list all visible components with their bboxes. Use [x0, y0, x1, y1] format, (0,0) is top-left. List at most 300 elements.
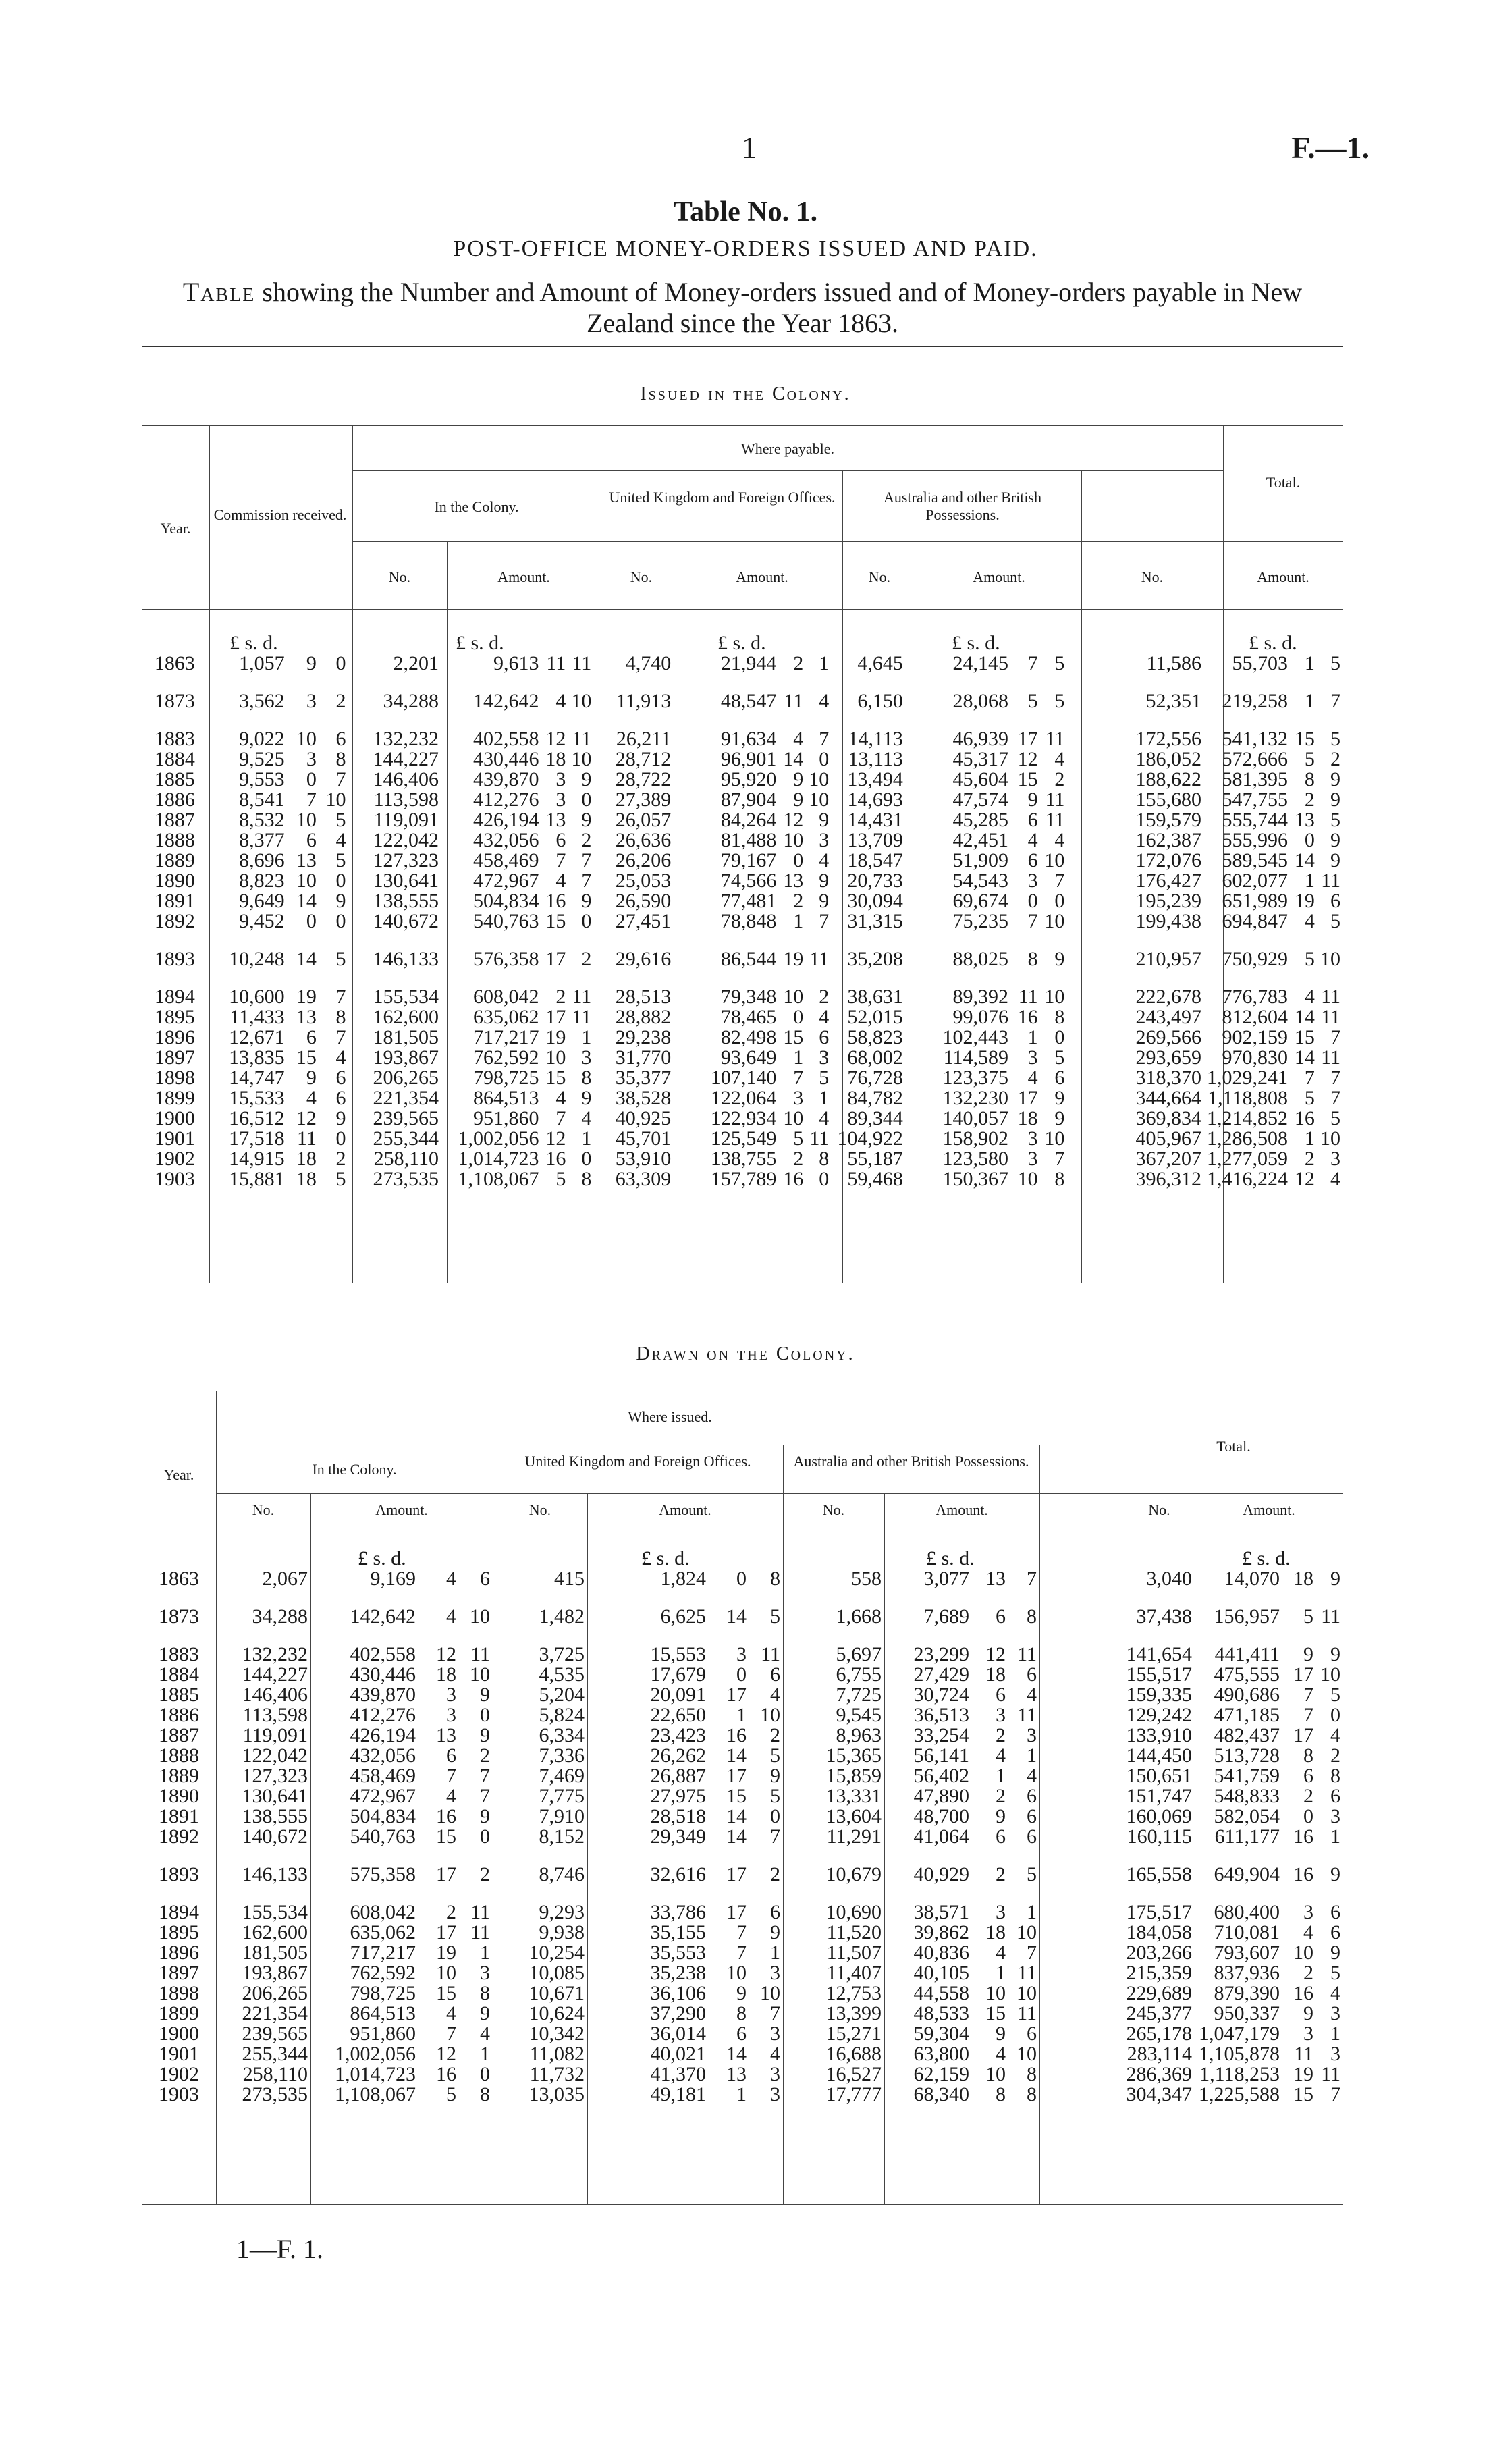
col-header-where-issued: Where issued.: [628, 1408, 712, 1425]
table-cell: 206,265: [373, 1067, 439, 1089]
table-cell: 10: [470, 1605, 490, 1628]
table-cell: 4: [1027, 1067, 1038, 1089]
table-cell: 31,770: [615, 1046, 672, 1069]
table-cell: 1: [1330, 2023, 1340, 2045]
table-cell: 11: [470, 1901, 490, 1923]
table-cell: 10: [783, 1107, 804, 1129]
table-cell: 4,740: [625, 652, 672, 674]
table-cell: 8: [736, 2002, 747, 2025]
table-cell: 63,309: [615, 1168, 672, 1190]
table-cell: 10: [1320, 948, 1340, 970]
table-cell: 10: [1044, 910, 1065, 932]
table-cell: 7: [1054, 869, 1065, 892]
table-cell: 35,553: [650, 1941, 706, 1964]
table-cell: 14: [1294, 1006, 1315, 1028]
table-cell: 273,535: [242, 2083, 308, 2106]
table-cell: 4: [1054, 748, 1065, 770]
table-cell: 14: [726, 1744, 747, 1767]
table-cell: 16,527: [825, 2063, 882, 2085]
table-cell: 547,755: [1222, 788, 1289, 811]
table-cell: 369,834: [1135, 1107, 1202, 1129]
table-cell: 123,580: [942, 1148, 1009, 1170]
table-cell: 12: [545, 728, 566, 750]
table-cell: 10,690: [825, 1901, 882, 1923]
table-cell: 1896: [159, 1941, 199, 1964]
table-cell: 4,645: [857, 652, 903, 674]
table-cell: 3: [1303, 2023, 1313, 2045]
table-cell: 55,187: [847, 1148, 903, 1170]
table-cell: 130,641: [373, 869, 439, 892]
table-cell: 210,957: [1135, 948, 1202, 970]
table-cell: 27,389: [615, 788, 672, 811]
table-cell: 2,201: [393, 652, 439, 674]
table-cell: 45,604: [952, 768, 1009, 791]
table-cell: 49,181: [650, 2083, 706, 2106]
table-cell: 864,513: [472, 1087, 539, 1109]
table-cell: 138,555: [373, 890, 439, 912]
table-cell: 13: [1294, 809, 1315, 831]
table-cell: 9: [793, 768, 804, 791]
table-cell: 5: [770, 1785, 780, 1807]
table-cell: 951,860: [472, 1107, 539, 1129]
table-cell: 258,110: [373, 1148, 439, 1170]
table-cell: 7: [1027, 1568, 1037, 1590]
table-row: [142, 1027, 1343, 1048]
table-cell: 2: [555, 986, 566, 1008]
table-cell: 1: [581, 1026, 592, 1048]
table-cell: 2: [480, 1744, 490, 1767]
col-header-no: No.: [868, 568, 891, 585]
table-cell: 17: [1017, 1087, 1038, 1109]
table-cell: 1,105,878: [1199, 2043, 1280, 2065]
table-cell: 159,335: [1126, 1684, 1192, 1706]
table-cell: 39,862: [913, 1921, 969, 1944]
table-cell: 12: [985, 1643, 1006, 1665]
table-cell: 1895: [154, 1006, 195, 1028]
table-cell: 441,411: [1214, 1643, 1280, 1665]
table-cell: 4: [446, 2002, 456, 2025]
table-cell: 10: [1044, 849, 1065, 872]
table-cell: 5: [1027, 690, 1038, 712]
table-cell: 16,688: [825, 2043, 882, 2065]
table-cell: 8: [770, 1568, 780, 1590]
table-cell: 193,867: [242, 1962, 308, 1984]
currency-header: £ s. d.: [641, 1547, 690, 1570]
table-cell: 88,025: [952, 948, 1009, 970]
table-cell: 1: [1304, 652, 1315, 674]
table-cell: 13,035: [528, 2083, 585, 2106]
table-cell: 10: [1320, 1663, 1340, 1686]
col-header-no: No.: [1148, 1501, 1170, 1518]
table-cell: 635,062: [472, 1006, 539, 1028]
table-cell: 7: [1330, 690, 1340, 712]
table-cell: 9: [1027, 788, 1038, 811]
table-cell: 1,118,808: [1208, 1087, 1289, 1109]
currency-header: £ s. d.: [717, 632, 766, 654]
table-cell: 7: [1304, 1067, 1315, 1089]
table-cell: 7: [819, 728, 830, 750]
table-cell: 3: [1027, 1046, 1038, 1069]
table-cell: 17,777: [825, 2083, 882, 2106]
table-cell: 13,494: [847, 768, 903, 791]
table-cell: 7: [555, 849, 566, 872]
table-cell: 215,359: [1126, 1962, 1192, 1984]
col-header-commission: Commission received.: [213, 506, 347, 523]
table-cell: 26,262: [650, 1744, 706, 1767]
table-cell: 47,574: [952, 788, 1009, 811]
table-cell: 53,910: [615, 1148, 672, 1170]
table-cell: 1: [1304, 869, 1315, 892]
table-cell: 7: [555, 1107, 566, 1129]
table-cell: 1886: [159, 1704, 199, 1726]
table-cell: 9,649: [239, 890, 285, 912]
table-cell: 1887: [159, 1724, 199, 1746]
table-cell: 11: [1321, 869, 1340, 892]
table-cell: 3: [1303, 1901, 1313, 1923]
table-cell: 155,517: [1126, 1663, 1192, 1686]
table-cell: 4: [1054, 829, 1065, 851]
table-cell: 1883: [159, 1643, 199, 1665]
table-cell: 3: [1330, 1805, 1340, 1827]
table-cell: 10: [470, 1663, 490, 1686]
table-cell: 3: [1330, 2002, 1340, 2025]
table-cell: 28,722: [615, 768, 672, 791]
table-cell: 1: [996, 1962, 1006, 1984]
table-cell: 9: [1303, 2002, 1313, 2025]
currency-header: £ s. d.: [358, 1547, 406, 1570]
table-cell: 5: [1027, 1863, 1037, 1885]
table-cell: 13,604: [825, 1805, 882, 1827]
table-cell: 10: [571, 690, 592, 712]
table-cell: 15: [436, 1982, 456, 2004]
table-cell: 9: [306, 652, 317, 674]
table-cell: 717,217: [472, 1026, 539, 1048]
table-cell: 3: [819, 1046, 830, 1069]
rule: [142, 609, 1343, 610]
table-cell: 19: [783, 948, 804, 970]
table-cell: 12: [436, 2043, 456, 2065]
table-cell: 635,062: [350, 1921, 416, 1944]
table-cell: 6: [770, 1663, 780, 1686]
table-cell: 3: [555, 768, 566, 791]
table-cell: 14: [726, 2043, 747, 2065]
rule: [216, 1493, 1343, 1494]
table-cell: 9,293: [539, 1901, 585, 1923]
table-cell: 11,586: [1146, 652, 1202, 674]
table-cell: 140,672: [242, 1825, 308, 1848]
issued-table-body: [142, 653, 1343, 1189]
table-cell: 2: [996, 1724, 1006, 1746]
table-cell: 11: [470, 1643, 490, 1665]
table-row: [142, 1766, 1343, 1786]
table-cell: 812,604: [1222, 1006, 1289, 1028]
table-cell: 5: [1304, 948, 1315, 970]
table-row: [142, 1589, 1343, 1627]
table-cell: 762,592: [350, 1962, 416, 1984]
table-cell: 157,789: [710, 1168, 777, 1190]
table-cell: 78,465: [720, 1006, 777, 1028]
table-cell: 5,697: [836, 1643, 882, 1665]
table-cell: 10: [760, 1982, 780, 2004]
table-cell: 1,225,588: [1199, 2083, 1280, 2106]
table-cell: 576,358: [472, 948, 539, 970]
table-cell: 1898: [154, 1067, 195, 1089]
table-cell: 3: [1027, 869, 1038, 892]
table-cell: 40,021: [650, 2043, 706, 2065]
table-cell: 10,254: [528, 1941, 585, 1964]
table-cell: 47,890: [913, 1785, 969, 1807]
table-cell: 430,446: [350, 1663, 416, 1686]
table-cell: 239,565: [373, 1107, 439, 1129]
table-cell: 58,823: [847, 1026, 903, 1048]
table-cell: 2: [480, 1863, 490, 1885]
table-cell: 17: [545, 1006, 566, 1028]
col-header-amount: Amount.: [1243, 1501, 1295, 1518]
table-cell: 2: [581, 829, 592, 851]
table-cell: 651,989: [1222, 890, 1289, 912]
table-cell: 144,227: [373, 748, 439, 770]
table-cell: 40,105: [913, 1962, 969, 1984]
table-cell: 472,967: [472, 869, 539, 892]
table-cell: 9: [306, 1067, 317, 1089]
table-cell: 0: [793, 849, 804, 872]
table-cell: 146,133: [242, 1863, 308, 1885]
table-cell: 40,836: [913, 1941, 969, 1964]
col-header-amount: Amount.: [375, 1501, 428, 1518]
table-cell: 7: [335, 986, 346, 1008]
table-row: [142, 830, 1343, 851]
table-cell: 11: [1017, 2002, 1037, 2025]
table-cell: 0: [581, 1148, 592, 1170]
table-cell: 6: [1054, 1067, 1065, 1089]
table-cell: 159,579: [1135, 809, 1202, 831]
table-cell: 0: [581, 910, 592, 932]
table-cell: 5: [1054, 652, 1065, 674]
table-cell: 160,115: [1127, 1825, 1192, 1848]
col-header-amount: Amount.: [936, 1501, 988, 1518]
table-cell: 4: [819, 1006, 830, 1028]
table-cell: 649,904: [1214, 1863, 1280, 1885]
table-cell: 6: [1027, 849, 1038, 872]
table-cell: 54,543: [952, 869, 1009, 892]
table-cell: 9: [480, 2002, 490, 2025]
table-cell: 8: [335, 748, 346, 770]
table-cell: 1873: [159, 1605, 199, 1628]
table-cell: 7,469: [539, 1765, 585, 1787]
table-cell: 412,276: [350, 1704, 416, 1726]
table-cell: 17,518: [229, 1127, 285, 1150]
table-cell: 9: [996, 2023, 1006, 2045]
col-header-no: No.: [630, 568, 653, 585]
table-cell: 1891: [154, 890, 195, 912]
table-cell: 23,299: [913, 1643, 969, 1665]
table-cell: 6: [1027, 1663, 1037, 1686]
col-header-aus: Australia and other British Possessions.: [883, 489, 1041, 523]
table-cell: 14: [296, 890, 317, 912]
table-cell: 16: [1294, 1107, 1315, 1129]
table-row: [142, 1847, 1343, 1885]
table-cell: 29,616: [615, 948, 672, 970]
table-cell: 155,534: [242, 1901, 308, 1923]
table-cell: 2: [335, 1148, 346, 1170]
rule: [142, 2204, 1343, 2205]
table-cell: 3: [306, 690, 317, 712]
table-row: [142, 2024, 1343, 2044]
table-cell: 1902: [159, 2063, 199, 2085]
table-cell: 1887: [154, 809, 195, 831]
table-cell: 34,288: [383, 690, 439, 712]
table-cell: 10: [436, 1962, 456, 1984]
table-cell: 6: [770, 1901, 780, 1923]
table-cell: 1,108,067: [335, 2083, 416, 2106]
paper-reference: F.—1.: [1291, 130, 1370, 165]
table-cell: 0: [306, 768, 317, 791]
table-cell: 7: [770, 2002, 780, 2025]
table-cell: 5: [335, 1168, 346, 1190]
table-cell: 4: [819, 849, 830, 872]
table-cell: 8: [819, 1148, 830, 1170]
table-cell: 15: [545, 1067, 566, 1089]
table-cell: 82,498: [720, 1026, 777, 1048]
table-cell: 15: [1294, 728, 1315, 750]
table-cell: 25,053: [615, 869, 672, 892]
table-row: [142, 1746, 1343, 1766]
rule: [142, 425, 1343, 426]
table-cell: 22,650: [650, 1704, 706, 1726]
table-cell: 1892: [154, 910, 195, 932]
table-cell: 7: [1027, 910, 1038, 932]
table-cell: 9,022: [239, 728, 285, 750]
table-cell: 7: [581, 849, 592, 872]
table-cell: 221,354: [242, 2002, 308, 2025]
drawn-section-title: Drawn on the Colony.: [636, 1343, 855, 1364]
table-cell: 7: [306, 788, 317, 811]
table-cell: 11,732: [529, 2063, 585, 2085]
table-cell: 541,132: [1222, 728, 1289, 750]
table-cell: 6,755: [836, 1663, 882, 1686]
table-cell: 17: [436, 1921, 456, 1944]
table-cell: 9: [335, 890, 346, 912]
table-cell: 1,286,508: [1207, 1127, 1289, 1150]
table-cell: 255,344: [242, 2043, 308, 2065]
table-cell: 3: [1027, 1148, 1038, 1170]
col-header-total: Total.: [1216, 1438, 1251, 1455]
table-cell: 158,902: [942, 1127, 1009, 1150]
table-cell: 13: [436, 1724, 456, 1746]
table-cell: 1: [819, 652, 830, 674]
table-cell: 432,056: [472, 829, 539, 851]
table-cell: 8,532: [239, 809, 285, 831]
table-cell: 273,535: [373, 1168, 439, 1190]
table-cell: 608,042: [350, 1901, 416, 1923]
table-cell: 0: [736, 1568, 747, 1590]
col-header-amount: Amount.: [659, 1501, 711, 1518]
table-cell: 188,622: [1135, 768, 1202, 791]
table-cell: 16: [1293, 1825, 1313, 1848]
table-cell: 52,351: [1145, 690, 1202, 712]
table-cell: 6: [1027, 809, 1038, 831]
table-cell: 7: [1330, 2083, 1340, 2106]
table-cell: 52,015: [847, 1006, 903, 1028]
table-cell: 99,076: [952, 1006, 1009, 1028]
table-cell: 9: [996, 1805, 1006, 1827]
table-cell: 12,671: [229, 1026, 285, 1048]
table-cell: 558: [851, 1568, 882, 1590]
table-cell: 1: [1027, 1901, 1037, 1923]
table-cell: 89,392: [952, 986, 1009, 1008]
table-cell: 602,077: [1222, 869, 1289, 892]
page-number: 1: [741, 130, 757, 165]
drawn-table: [142, 1391, 1343, 2204]
table-cell: 11: [809, 1127, 830, 1150]
table-cell: 10: [726, 1962, 747, 1984]
table-cell: 1,118,253: [1199, 2063, 1280, 2085]
table-cell: 150,367: [942, 1168, 1009, 1190]
table-cell: 9: [1330, 1643, 1340, 1665]
table-cell: 8: [480, 2083, 490, 2106]
table-cell: 181,505: [242, 1941, 308, 1964]
table-cell: 195,239: [1135, 890, 1202, 912]
table-cell: 15: [783, 1026, 804, 1048]
table-cell: 17: [726, 1863, 747, 1885]
table-cell: 8: [1303, 1744, 1313, 1767]
table-row: [142, 1169, 1343, 1189]
table-cell: 138,555: [242, 1805, 308, 1827]
table-cell: 26,211: [616, 728, 672, 750]
table-cell: 175,517: [1126, 1901, 1192, 1923]
table-cell: 130,641: [242, 1785, 308, 1807]
table-cell: 0: [306, 910, 317, 932]
table-cell: 540,763: [472, 910, 539, 932]
table-cell: 4: [1027, 1684, 1037, 1706]
table-cell: 74,566: [720, 869, 777, 892]
table-cell: 10: [985, 2063, 1006, 2085]
table-cell: 0: [581, 788, 592, 811]
table-cell: 75,235: [952, 910, 1009, 932]
table-cell: 20,733: [847, 869, 903, 892]
table-cell: 4: [1027, 1765, 1037, 1787]
table-row: [142, 969, 1343, 1007]
table-row: [142, 932, 1343, 969]
table-cell: 3: [581, 1046, 592, 1069]
table-cell: 10: [985, 1982, 1006, 2004]
table-cell: 2: [335, 690, 346, 712]
table-cell: 13: [985, 1568, 1006, 1590]
table-cell: 18: [545, 748, 566, 770]
table-cell: 1900: [154, 1107, 195, 1129]
table-cell: 3: [770, 2023, 780, 2045]
table-cell: 5: [770, 1605, 780, 1628]
table-cell: 11: [572, 728, 592, 750]
table-cell: 582,054: [1214, 1805, 1280, 1827]
table-cell: 18: [1017, 1107, 1038, 1129]
table-cell: 8: [1027, 948, 1038, 970]
table-cell: 87,904: [720, 788, 777, 811]
table-cell: 2: [770, 1863, 780, 1885]
table-row: [142, 1705, 1343, 1725]
table-cell: 7: [446, 1765, 456, 1787]
table-cell: 14,431: [847, 809, 903, 831]
table-cell: 93,649: [720, 1046, 777, 1069]
table-cell: 7: [1303, 1684, 1313, 1706]
table-cell: 16: [436, 2063, 456, 2085]
drawn-table-body: [142, 1569, 1343, 2105]
table-cell: 0: [480, 2063, 490, 2085]
table-row: [142, 891, 1343, 911]
table-cell: 13: [545, 809, 566, 831]
table-cell: 10: [809, 788, 830, 811]
table-cell: 36,106: [650, 1982, 706, 2004]
